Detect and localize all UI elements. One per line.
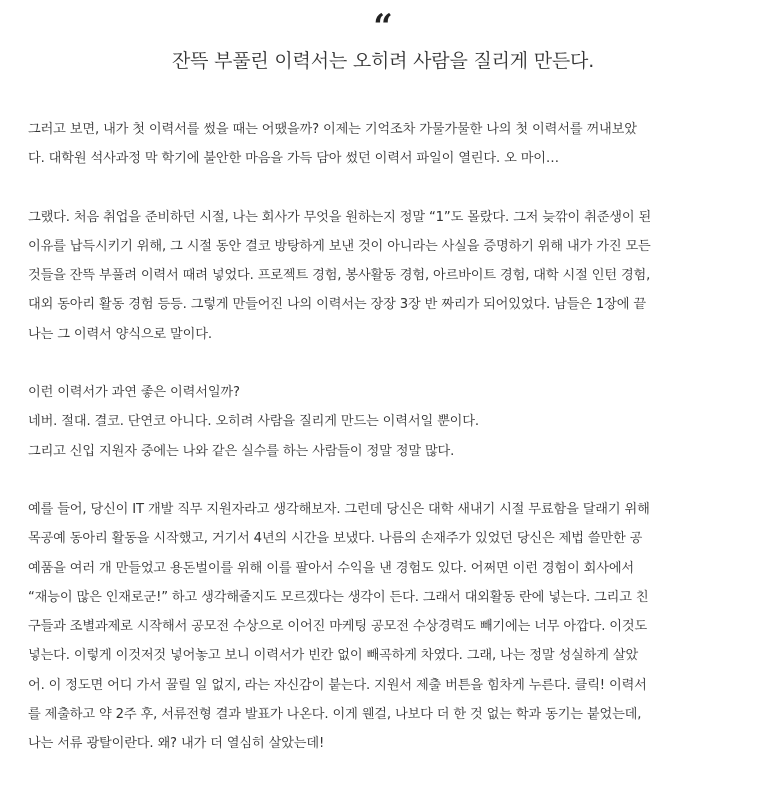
- text-line: “재능이 많은 인재로군!” 하고 생각해줄지도 모르겠다는 생각이 든다. 그래서 대외활동 란에 넣는다. 그리고 친: [28, 589, 649, 605]
- paragraph-1: [28, 115, 742, 174]
- pull-quote-text: 잔뜩 부풀린 이력서는 오히려 사람을 질리게 만든다.: [171, 50, 595, 72]
- text-line: 이유를 납득시키기 위해, 그 시절 동안 결코 방탕하게 보낸 것이 아니라는 사실을 증명하기 위해 내가 가진 모든: [28, 238, 651, 254]
- text-line: 어. 이 정도면 어디 가서 꿀릴 일 없지, 라는 자신감이 붙는다. 지원서 제출 버튼을 힘차게 누른다. 클릭! 이력서: [28, 677, 647, 693]
- text-line: 나는 그 이력서 양식으로 말이다.: [28, 326, 212, 342]
- text-line: 대외 동아리 활동 경험 등등. 그렇게 만들어진 나의 이력서는 장장 3장 반 짜리가 되어있었다. 남들은 1장에 끝: [28, 297, 646, 313]
- text-line: 예를 들어, 당신이 IT 개발 직무 지원자라고 생각해보자. 그런데 당신은 대학 새내기 시절 무료함을 달래기 위해: [28, 501, 650, 517]
- text-line: 네버. 절대. 결코. 단연코 아니다. 오히려 사람을 질리게 만드는 이력서일 뿐이다.: [28, 414, 479, 430]
- text-line: 그랬다. 처음 취업을 준비하던 시절, 나는 회사가 무엇을 원하는지 정말 “1”도 몰랐다. 그저 늦깎이 취준생이 된: [28, 209, 652, 225]
- paragraph-2: [28, 203, 742, 349]
- text-line: 예품을 여러 개 만들었고 용돈벌이를 위해 이를 팔아서 수익을 낸 경험도 있다. 어쩌면 이런 경험이 회사에서: [28, 560, 635, 576]
- text-line: 넣는다. 이렇게 이것저것 넣어놓고 보니 이력서가 빈칸 없이 빼곡하게 차였다. 그래, 나는 정말 성실하게 살았: [28, 648, 639, 664]
- text-line: 이런 이력서가 과연 좋은 이력서일까?: [28, 385, 240, 401]
- article-body: [28, 115, 742, 788]
- text-line: 그러고 보면, 내가 첫 이력서를 썼을 때는 어땠을까? 이제는 기억조차 가물가물한 나의 첫 이력서를 꺼내보았: [28, 122, 637, 137]
- text-line: 나는 서류 광탈이란다. 왜? 내가 더 열심히 살았는데!: [28, 736, 325, 752]
- quote-mark-icon: “: [373, 7, 393, 47]
- text-line: 구들과 조별과제로 시작해서 공모전 수상으로 이어진 마케팅 공모전 수상경력도 빼기에는 너무 아깝다. 이것도: [28, 619, 648, 635]
- text-line: 목공예 동아리 활동을 시작했고, 거기서 4년의 시간을 보냈다. 나름의 손재주가 있었던 당신은 제법 쓸만한 공: [28, 531, 643, 547]
- paragraph-4: [28, 495, 742, 759]
- pull-quote: [0, 7, 766, 74]
- text-line: 것들을 잔뜩 부풀려 이력서 때려 넣었다. 프로젝트 경험, 봉사활동 경험, 아르바이트 경험, 대학 시절 인턴 경험,: [28, 268, 651, 284]
- text-line: 그리고 신입 지원자 중에는 나와 같은 실수를 하는 사람들이 정말 정말 많다.: [28, 443, 455, 459]
- paragraph-3: [28, 378, 742, 466]
- text-line: 를 제출하고 약 2주 후, 서류전형 결과 발표가 나온다. 이게 웬걸, 나보다 더 한 것 없는 학과 동기는 붙었는데,: [28, 707, 642, 723]
- text-line: 다. 대학원 석사과정 막 학기에 불안한 마음을 가득 담아 썼던 이력서 파일이 열린다. 오 마이…: [28, 151, 559, 167]
